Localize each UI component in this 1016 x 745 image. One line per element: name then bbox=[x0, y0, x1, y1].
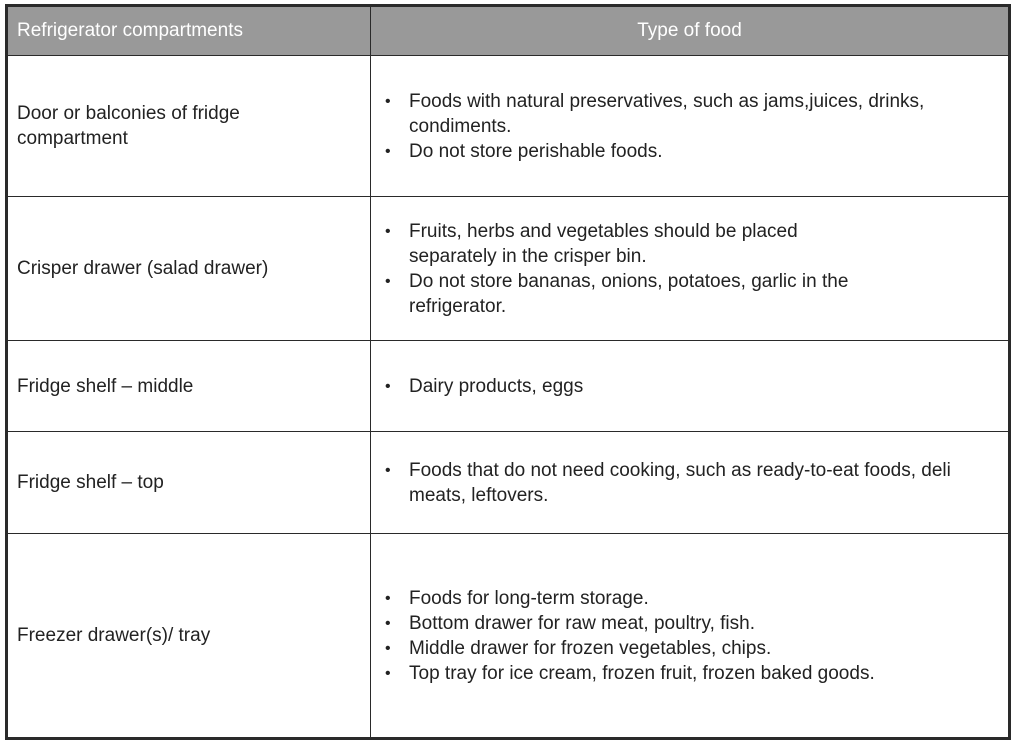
table-row bbox=[8, 197, 1008, 341]
food-text: Dairy products, eggs bbox=[409, 375, 584, 397]
table-row bbox=[8, 341, 1008, 432]
food-text: Do not store bananas, onions, potatoes, garlic in the refrigerator. bbox=[409, 270, 849, 317]
food-text: Bottom drawer for raw meat, poultry, fish. bbox=[409, 612, 755, 634]
list-item bbox=[385, 586, 875, 611]
header-compartments bbox=[8, 7, 371, 55]
food-list bbox=[385, 374, 583, 399]
list-item bbox=[385, 219, 885, 269]
compartment-cell bbox=[8, 197, 371, 340]
compartment-label: Crisper drawer (salad drawer) bbox=[17, 258, 269, 279]
list-item bbox=[385, 89, 925, 139]
compartment-label: Fridge shelf – top bbox=[17, 472, 164, 493]
bullet-icon: • bbox=[385, 272, 391, 290]
header-compartments-label: Refrigerator compartments bbox=[17, 20, 243, 41]
food-text: Foods for long-term storage. bbox=[409, 587, 649, 609]
compartment-label: Freezer drawer(s)/ tray bbox=[17, 625, 211, 646]
food-text: Middle drawer for frozen vegetables, chips. bbox=[409, 637, 772, 659]
compartment-cell bbox=[8, 534, 371, 737]
header-type-of-food bbox=[371, 7, 1008, 55]
list-item bbox=[385, 636, 875, 661]
food-cell bbox=[371, 534, 1008, 737]
list-item bbox=[385, 458, 985, 508]
bullet-icon: • bbox=[385, 92, 391, 110]
food-text: Top tray for ice cream, frozen fruit, frozen baked goods. bbox=[409, 662, 875, 684]
food-list bbox=[385, 89, 925, 164]
compartment-cell bbox=[8, 56, 371, 196]
food-text: Do not store perishable foods. bbox=[409, 140, 663, 162]
compartment-cell bbox=[8, 432, 371, 533]
food-text: Foods that do not need cooking, such as ready-to-eat foods, deli meats, leftovers. bbox=[409, 459, 951, 506]
bullet-icon: • bbox=[385, 589, 391, 607]
food-cell bbox=[371, 341, 1008, 431]
bullet-icon: • bbox=[385, 664, 391, 682]
bullet-icon: • bbox=[385, 639, 391, 657]
list-item bbox=[385, 661, 875, 686]
list-item bbox=[385, 611, 875, 636]
table-row bbox=[8, 56, 1008, 197]
compartment-label: Fridge shelf – middle bbox=[17, 375, 194, 397]
table-header-row bbox=[8, 7, 1008, 56]
bullet-icon: • bbox=[385, 222, 391, 240]
bullet-icon: • bbox=[385, 614, 391, 632]
table-row bbox=[8, 534, 1008, 737]
bullet-icon: • bbox=[385, 142, 391, 160]
header-type-of-food-label: Type of food bbox=[637, 20, 742, 41]
food-list bbox=[385, 458, 985, 508]
list-item bbox=[385, 139, 925, 164]
bullet-icon: • bbox=[385, 377, 391, 395]
food-cell bbox=[371, 432, 1008, 533]
food-list bbox=[385, 586, 875, 686]
food-list bbox=[385, 219, 885, 319]
fridge-storage-table bbox=[5, 4, 1011, 740]
food-text: Foods with natural preservatives, such as jams,juices, drinks, condiments. bbox=[409, 90, 925, 137]
table-row bbox=[8, 432, 1008, 534]
compartment-label: Door or balconies of fridge compartment bbox=[17, 103, 240, 149]
food-cell bbox=[371, 197, 1008, 340]
food-cell bbox=[371, 56, 1008, 196]
list-item bbox=[385, 269, 885, 319]
food-text: Fruits, herbs and vegetables should be placed separately in the crisper bin. bbox=[409, 220, 798, 267]
bullet-icon: • bbox=[385, 461, 391, 479]
list-item bbox=[385, 374, 583, 399]
compartment-cell bbox=[8, 341, 371, 431]
